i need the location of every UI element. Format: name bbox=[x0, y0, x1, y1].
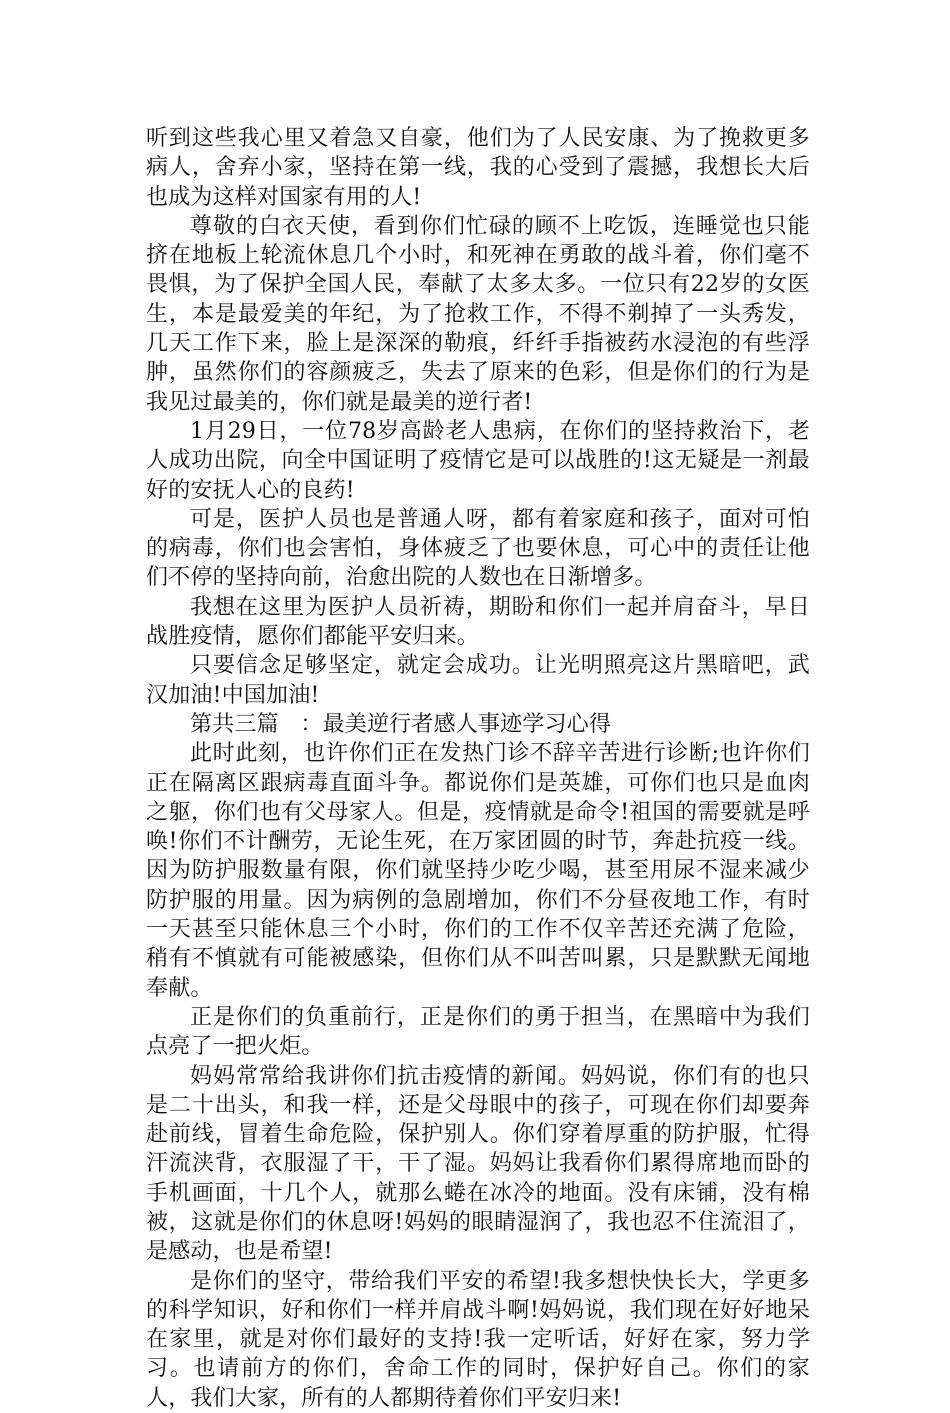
paragraph-7: 此时此刻，也许你们正在发热门诊不辞辛苦进行诊断;也许你们正在隔离区跟病毒直面斗争。都说你们是英雄，可你们也只是血肉之躯，你们也有父母家人。但是，疫情就是命令!祖国的需要就是呼唤!你们不计酬劳，无论生死，在万家团圆的时节，奔赴抗疫一线。因为防护服数量有限，你们就坚持少吃少喝，甚至用尿不湿来减少防护服的用量。因为病例的急剧增加，你们不分昼夜地工作，有时一天甚至只能休息三个小时，你们的工作不仅辛苦还充满了危险，稍有不慎就有可能被感染，但你们从不叫苦叫累，只是默默无闻地奉献。 bbox=[146, 741, 810, 1001]
paragraph-1: 听到这些我心里又着急又自豪，他们为了人民安康、为了挽救更多病人，舍弃小家，坚持在第一线，我的心受到了震撼，我想长大后也成为这样对国家有用的人! bbox=[146, 126, 810, 210]
paragraph-9: 妈妈常常给我讲你们抗击疫情的新闻。妈妈说，你们有的也只是二十出头，和我一样，还是父母眼中的孩子，可现在你们却要奔赴前线，冒着生命危险，保护别人。你们穿着厚重的防护服，忙得汗流浃背，衣服湿了干，干了湿。妈妈让我看你们累得席地而卧的手机画面，十几个人，就那么蜷在冰冷的地面。没有床铺，没有棉被，这就是你们的休息呀!妈妈的眼睛湿润了，我也忍不住流泪了，是感动，也是希望! bbox=[146, 1063, 810, 1265]
paragraph-10: 是你们的坚守，带给我们平安的希望!我多想快快长大，学更多的科学知识，好和你们一样并肩战斗啊!妈妈说，我们现在好好地呆在家里，就是对你们最好的支持!我一定听话，好好在家，努力学习。也请前方的你们，舍命工作的同时，保护好自己。你们的家人，我们大家，所有的人都期待着你们平安归来! bbox=[146, 1268, 810, 1411]
paragraph-5: 我想在这里为医护人员祈祷，期盼和你们一起并肩奋斗，早日战胜疫情，愿你们都能平安归来。 bbox=[146, 594, 810, 650]
document-body bbox=[146, 124, 810, 1413]
paragraph-8: 正是你们的负重前行，正是你们的勇于担当，在黑暗中为我们点亮了一把火炬。 bbox=[146, 1004, 810, 1060]
paragraph-6: 只要信念足够坚定，就定会成功。让光明照亮这片黑暗吧，武汉加油!中国加油! bbox=[146, 653, 810, 708]
section-heading: 第共三篇 ：最美逆行者感人事迹学习心得 bbox=[190, 711, 612, 737]
paragraph-2: 尊敬的白衣天使，看到你们忙碌的顾不上吃饭，连睡觉也只能挤在地板上轮流休息几个小时，和死神在勇敢的战斗着，你们毫不畏惧，为了保护全国人民，奉献了太多太多。一位只有22岁的女医生，本是最爱美的年纪，为了抢救工作，不得不剃掉了一头秀发，几天工作下来，脸上是深深的勒痕，纤纤手指被药水浸泡的有些浮肿，虽然你们的容颜疲乏，失去了原来的色彩，但是你们的行为是我见过最美的，你们就是最美的逆行者! bbox=[146, 213, 810, 415]
paragraph-4: 可是，医护人员也是普通人呀，都有着家庭和孩子，面对可怕的病毒，你们也会害怕，身体疲乏了也要休息，可心中的责任让他们不停的坚持向前，治愈出院的人数也在日渐增多。 bbox=[146, 506, 810, 591]
paragraph-3: 1月29日，一位78岁高龄老人患病，在你们的坚持救治下，老人成功出院，向全中国证明了疫情它是可以战胜的!这无疑是一剂最好的安抚人心的良药! bbox=[146, 418, 810, 503]
